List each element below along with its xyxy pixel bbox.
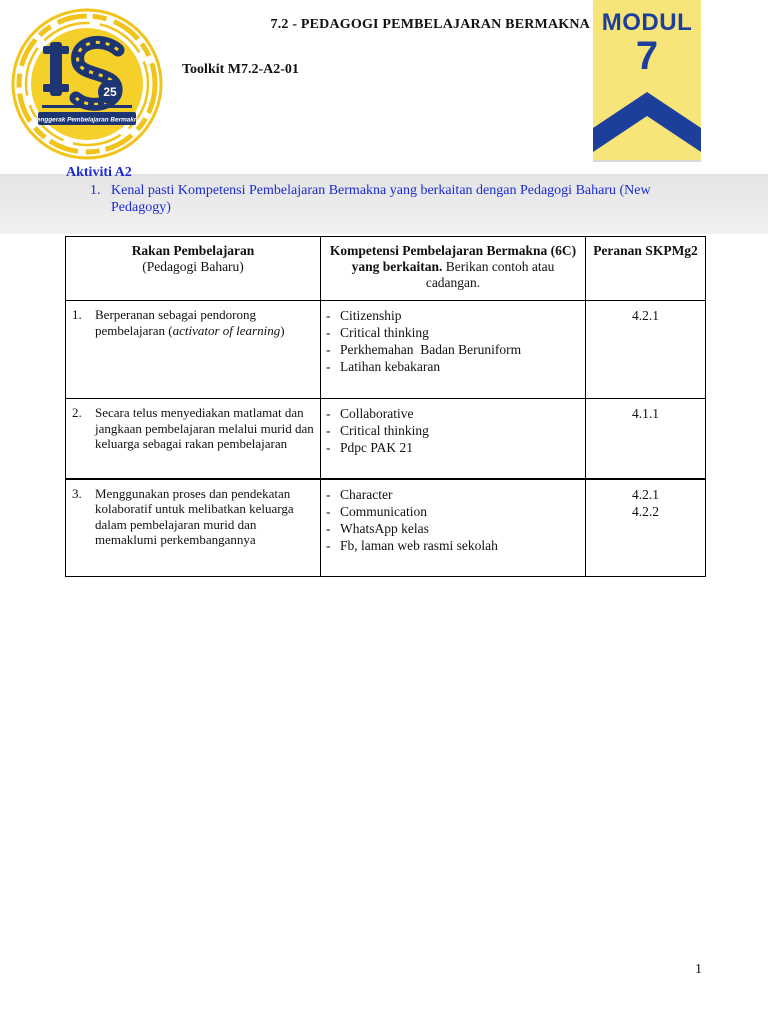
kompetensi-text: Fb, laman web rasmi sekolah [340,537,498,553]
peranan-code: 4.2.1 [632,308,659,323]
peranan-code: 4.2.2 [632,503,659,519]
rakan-cell [66,301,321,399]
modul-badge [593,0,701,162]
rakan-cell [66,479,321,577]
row-index: 1. [72,307,82,322]
list-dash: - [326,503,331,519]
chevron-up-icon [593,90,701,162]
rakan-text-italic: activator of learning [172,322,281,338]
list-item [326,405,579,422]
header-kompetensi-note: Berikan contoh atau cadangan. [425,259,555,290]
kompetensi-text: Citizenship [340,308,402,323]
rakan-text: Secara telus menyediakan matlamat dan jangkaan pembelajaran melalui murid dan keluarga sebagai rakan pembelajaran [95,405,314,451]
list-item [326,520,579,537]
list-dash: - [326,342,331,357]
header-kompetensi [321,237,586,301]
peranan-cell [586,479,706,577]
list-item [326,324,579,341]
kompetensi-text: Latihan kebakaran [340,359,441,374]
kompetensi-text: Collaborative [340,406,414,421]
rakan-text: Berperanan sebagai pendorong pembelajaran ( [95,307,256,338]
kompetensi-text: Communication [340,503,427,519]
logo-mark-number: 25 [103,85,117,99]
peranan-cell [586,301,706,399]
list-dash: - [326,406,331,421]
list-item [326,422,579,439]
header-kompetensi-bold: Kompetensi Pembelajaran Bermakna (6C) yang berkaitan. [329,243,577,274]
table-row [66,301,706,399]
kompetensi-cell [321,399,586,479]
list-dash: - [326,486,331,502]
kompetensi-text: Critical thinking [340,325,429,340]
toolkit-code: Toolkit M7.2-A2-01 [182,62,299,77]
page-number: 1 [695,962,702,977]
list-item [326,503,579,520]
header-rakan [66,237,321,301]
row-index: 2. [72,405,82,420]
rakan-cell [66,399,321,479]
competency-table [65,236,706,577]
list-dash: - [326,308,331,323]
peranan-code: 4.2.1 [632,486,659,502]
header-peranan-title: Peranan SKPMg2 [593,243,698,258]
list-dash: - [326,520,331,536]
header-rakan-title: Rakan Pembelajaran [131,243,255,258]
list-item [326,486,579,503]
activity-item-number: 1. [90,183,101,198]
list-item [326,439,579,456]
logo-tagline: Penggerak Pembelajaran Bermakna [32,116,142,124]
kompetensi-text: Perkhemahan Badan Beruniform [340,342,522,357]
list-item [326,341,579,358]
kompetensi-cell [321,479,586,577]
module-title: 7.2 - PEDAGOGI PEMBELAJARAN BERMAKNA [270,17,590,32]
kompetensi-text: Pdpc PAK 21 [340,440,414,455]
list-dash: - [326,440,331,455]
row-index: 3. [72,485,82,501]
kompetensi-cell [321,301,586,399]
kompetensi-text: WhatsApp kelas [340,520,429,536]
header-peranan [586,237,706,301]
table-row [66,399,706,479]
table-header-row [66,237,706,301]
kompetensi-text: Character [340,486,393,502]
list-item [326,307,579,324]
modul-number: 7 [635,34,659,78]
program-logo [6,6,168,162]
peranan-code: 4.1.1 [632,406,659,421]
peranan-cell [586,399,706,479]
list-item [326,358,579,375]
list-item [326,537,579,554]
kompetensi-text: Critical thinking [340,423,429,438]
table-row [66,479,706,577]
rakan-text-end: ) [280,322,285,338]
activity-title: Aktiviti A2 [66,165,132,180]
activity-item-text: Kenal pasti Kompetensi Pembelajaran Bermakna yang berkaitan dengan Pedagogi Baharu (New Pedagogy) [111,183,651,215]
rakan-text: Menggunakan proses dan pendekatan kolaboratif untuk melibatkan keluarga dalam pembelajaran murid dan memaklumi perkembangannya [95,485,294,547]
list-dash: - [326,423,331,438]
list-dash: - [326,359,331,374]
activity-instruction [90,182,710,216]
header-rakan-subtitle: (Pedagogi Baharu) [142,259,244,274]
list-dash: - [326,325,331,340]
list-dash: - [326,537,331,553]
modul-label: MODUL [601,9,693,36]
